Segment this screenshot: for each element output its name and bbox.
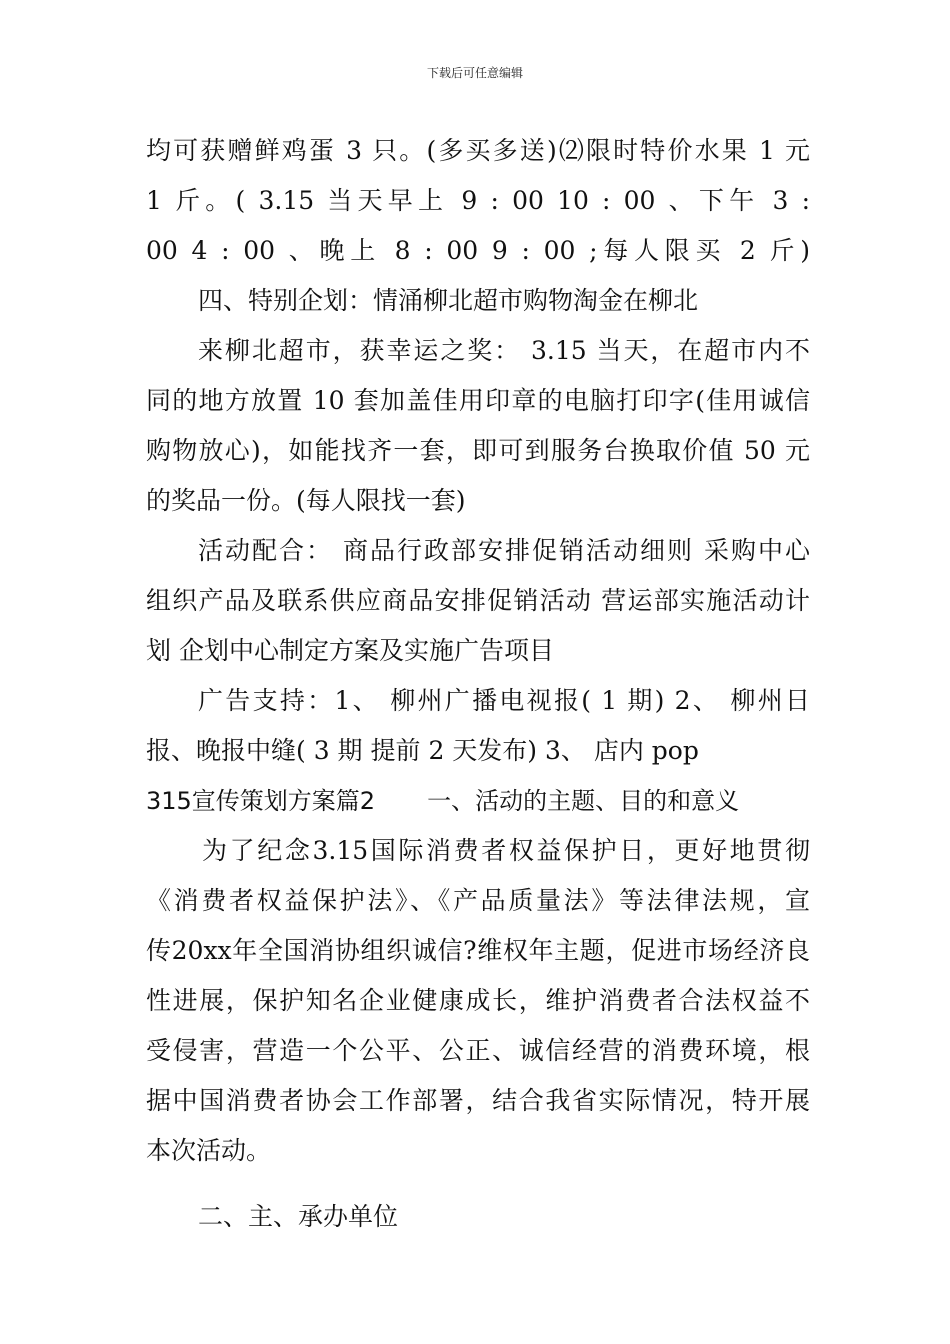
text-line: 性进展，保护知名企业健康成长，维护消费者合法权益不: [146, 986, 810, 1015]
text-line: 1 斤。( 3.15 当天早上 9 : 00 10 : 00 、下午 3 :: [146, 186, 810, 215]
section-heading: 二、主、承办单位: [198, 1202, 399, 1231]
text-line: 传20xx年全国消协组织诚信?维权年主题，促进市场经济良: [146, 936, 810, 965]
article-title: 315宣传策划方案篇2: [146, 787, 376, 815]
text-line: 为了纪念3.15国际消费者权益保护日，更好地贯彻: [202, 836, 810, 865]
paragraph-gap: [146, 1176, 810, 1192]
text-line: 组织产品及联系供应商品安排促销活动 营运部实施活动计: [146, 586, 810, 615]
article-title-line: [146, 776, 810, 826]
page-header: 下载后可任意编辑: [426, 66, 523, 80]
document-body: [146, 126, 810, 1242]
text-line: 00 4 : 00 、晚上 8 : 00 9 : 00 ;每人限买 2 斤): [146, 236, 810, 265]
section-heading: 一、活动的主题、目的和意义: [427, 787, 740, 815]
text-line: 活动配合： 商品行政部安排促销活动细则 采购中心: [198, 536, 810, 565]
text-line: 的奖品一份。(每人限找一套): [146, 486, 466, 515]
text-line: 划 企划中心制定方案及实施广告项目: [146, 636, 554, 665]
text-line: 《消费者权益保护法》、《产品质量法》等法律法规，宣: [146, 886, 810, 915]
text-line: 据中国消费者协会工作部署，结合我省实际情况，特开展: [146, 1086, 810, 1115]
section-heading: 四、特别企划：情涌柳北超市购物淘金在柳北: [198, 286, 699, 315]
text-line: 本次活动。: [146, 1136, 272, 1165]
text-line: 购物放心)，如能找齐一套，即可到服务台换取价值 50 元: [146, 436, 810, 465]
text-line: 广告支持：1、 柳州广播电视报( 1 期) 2、 柳州日: [198, 686, 810, 715]
text-line: 来柳北超市，获幸运之奖： 3.15 当天，在超市内不: [198, 336, 810, 365]
text-line: 报、晚报中缝( 3 期 提前 2 天发布) 3、 店内 pop: [146, 736, 699, 765]
text-line: 同的地方放置 10 套加盖佳用印章的电脑打印字(佳用诚信: [146, 386, 810, 415]
text-line: 受侵害，营造一个公平、公正、诚信经营的消费环境，根: [146, 1036, 810, 1065]
text-line: 均可获赠鲜鸡蛋 3 只。(多买多送)⑵限时特价水果 1 元: [146, 136, 810, 165]
